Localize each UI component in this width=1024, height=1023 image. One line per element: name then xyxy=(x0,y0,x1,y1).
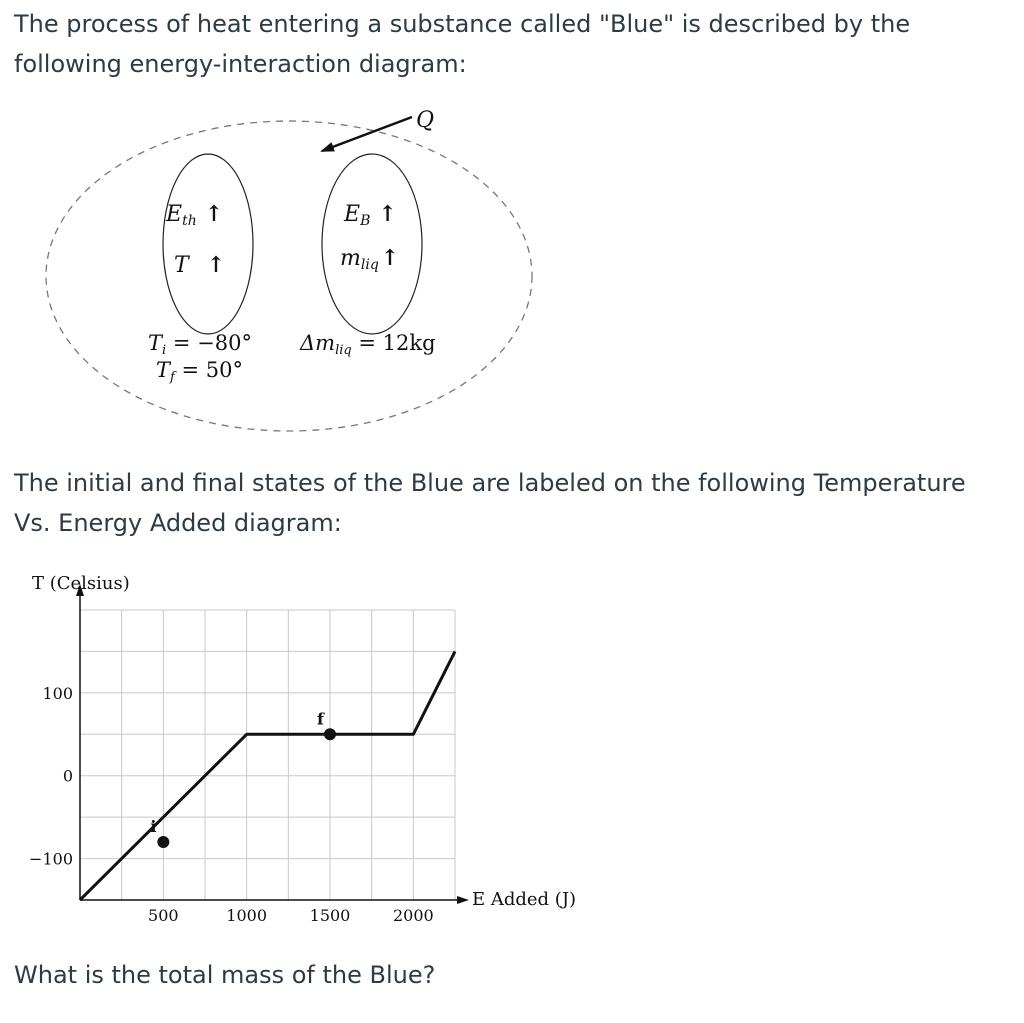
x-axis-label: E Added (J) xyxy=(472,889,577,910)
delta-mliq-label: Δmliq = 12kg xyxy=(300,331,436,358)
x-tick-label: 500 xyxy=(148,906,179,925)
chart-grid xyxy=(80,610,455,900)
state-point-f xyxy=(324,728,336,740)
initial-temperature-label: Ti = −80° xyxy=(148,331,252,358)
eth-label: Eth ↑ xyxy=(166,201,224,229)
system-boundary xyxy=(46,121,532,431)
y-tick-label: 100 xyxy=(42,683,73,703)
eb-label: EB ↑ xyxy=(344,201,397,229)
x-tick-label: 1000 xyxy=(226,906,268,925)
intro-paragraph: The process of heat entering a substance called "Blue" is described by the following energy-interaction diagram: xyxy=(14,10,911,78)
y-axis-label: T (Celsius) xyxy=(32,573,130,594)
y-tick-label: 0 xyxy=(62,766,73,786)
y-tick-label: −100 xyxy=(29,849,73,869)
question-paragraph: What is the total mass of the Blue? xyxy=(14,961,436,989)
x-tick-label: 2000 xyxy=(392,906,434,925)
temperature-energy-chart xyxy=(0,562,1024,932)
mliq-label: mliq↑ xyxy=(340,245,400,273)
state-label-f: f xyxy=(317,709,324,729)
chart-axes xyxy=(76,584,469,904)
chart-points xyxy=(150,709,336,848)
thermal-system-ellipse xyxy=(163,154,253,334)
state-point-i xyxy=(157,836,169,848)
state-label-i: i xyxy=(150,817,157,836)
heat-arrow xyxy=(322,117,412,151)
energy-interaction-diagram xyxy=(0,100,1024,430)
x-axis-arrowhead xyxy=(457,896,469,904)
temperature-label: T ↑ xyxy=(174,252,226,278)
final-temperature-label: Tf = 50° xyxy=(156,358,243,385)
states-paragraph: The initial and final states of the Blue are labeled on the following Temperature Vs. Energy Added diagram: xyxy=(14,469,966,537)
x-tick-label: 1500 xyxy=(309,906,351,925)
bond-system-ellipse xyxy=(322,154,422,334)
heat-label: Q xyxy=(416,108,435,133)
